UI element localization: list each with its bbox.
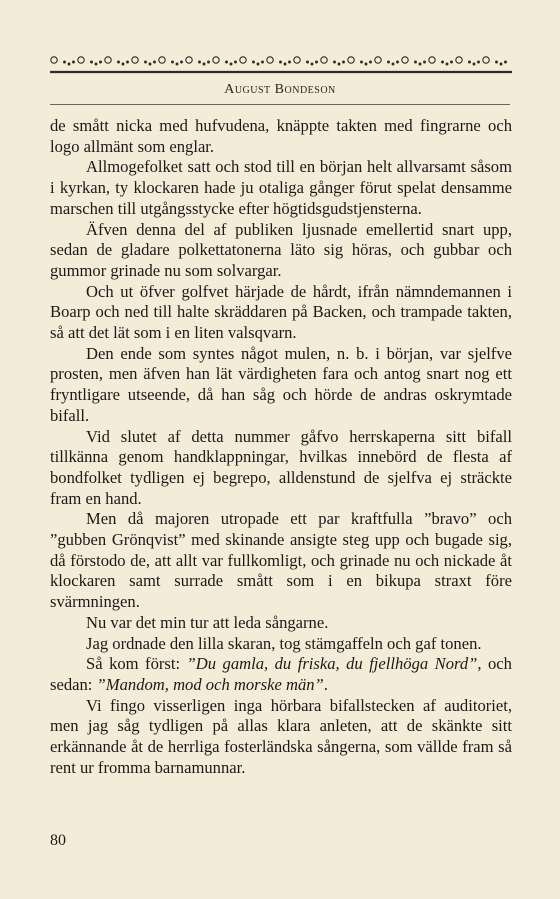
paragraph: Allmogefolket satt och stod till en början helt allvarsamt såsom i kyrkan, ty klockaren hade ju otaliga gånger förut spelat densamme marschen till utgångsstycke efter högtidsgudstjensterna. xyxy=(50,157,512,218)
paragraph: Vid slutet af detta nummer gåfvo herrskaperna sitt bifall tillkänna genom handklappningar, hvilkas innebörd de flesta af bondfolket tydligen ej begrepo, alldenstund de sjelfva ej sträckte fram en hand. xyxy=(50,426,512,508)
paragraph: Och ut öfver golfvet härjade de hårdt, ifrån nämndemannen i Boarp och ned till halte skräddaren på Backen, och trampade takten, så att det lät som i en liten valsqvarn. xyxy=(50,281,512,343)
header-rule xyxy=(50,104,510,105)
song-intro: Så kom först: xyxy=(86,654,187,674)
paragraph: Äfven denna del af publiken ljusnade emellertid snart upp, sedan de gladare polkettatonerna läto sig höras, och gubbar och gummor grinade nu som solvargar. xyxy=(50,219,512,280)
song-title: ”Du gamla, du friska, du fjellhöga Nord” xyxy=(186,654,478,674)
paragraph: Den ende som syntes något mulen, n. b. i början, var sjelfve prosten, men äfven han lät värdigheten fara och antog snart nog ett fryntligare utseende, då han såg och hörde de andras oskrymtade bifall. xyxy=(50,343,512,425)
page-number: 80 xyxy=(50,832,66,849)
decorative-header-ornament xyxy=(50,50,512,76)
paragraph: Jag ordnade den lilla skaran, tog stämgaffeln och gaf tonen. xyxy=(86,633,482,653)
song-middle: , och sedan: xyxy=(50,654,512,694)
paragraph: de smått nicka med hufvudena, knäppte takten med fingrarne och logo allmänt som englar. xyxy=(50,116,512,156)
paragraph: Men då majoren utropade ett par kraftfulla ”bravo” och ”gubben Grönqvist” med skinande ansigte steg upp och bugade sig, då förstodo de, att allt var fullkomligt, och grinade nu och nickade åt klockaren samt surrade smått som i en bikupa straxt före svärmningen. xyxy=(50,509,512,612)
song-title: ”Mandom, mod och morske män” xyxy=(96,674,324,694)
paragraph: Nu var det min tur att leda sångarne. xyxy=(86,612,329,632)
paragraph: Vi fingo visserligen inga hörbara bifallstecken af auditoriet, men jag såg tydligen på allas klara anleten, att de skänkte sitt erkännande åt de herrliga fosterländska sångerna, som vällde fram så rent ur fromma barnamunnar. xyxy=(50,695,512,777)
running-head: August Bondeson xyxy=(224,82,336,97)
song-paragraph xyxy=(50,654,512,695)
song-end: . xyxy=(323,674,328,694)
body-text xyxy=(50,116,512,779)
